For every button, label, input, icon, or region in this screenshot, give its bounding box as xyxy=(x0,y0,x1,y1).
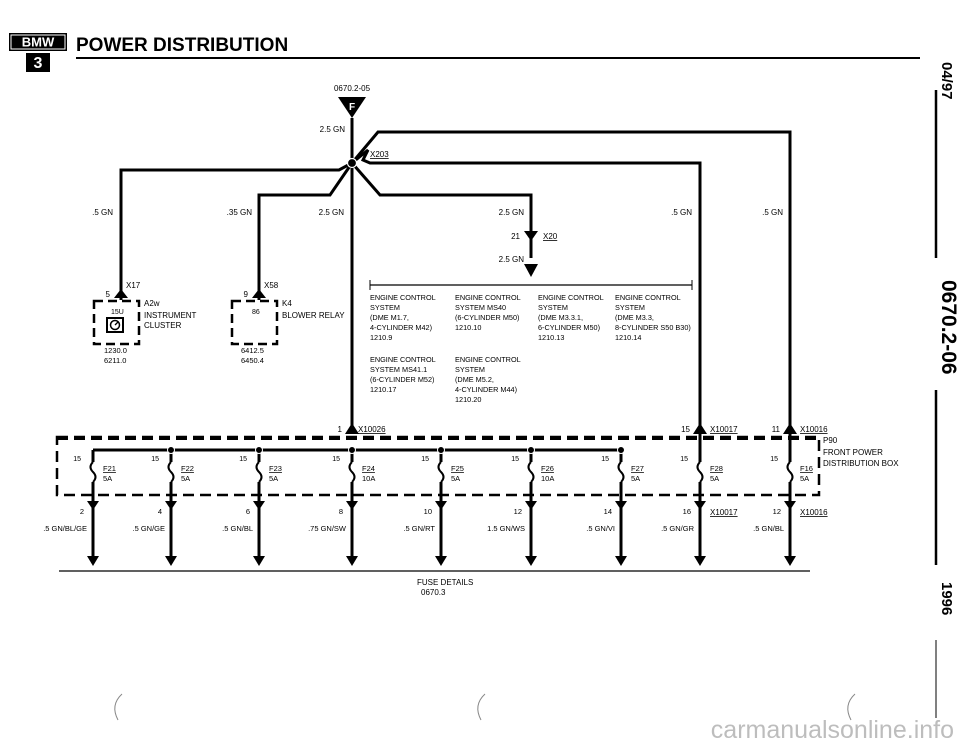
x10017-bot-label: X10017 xyxy=(710,508,738,517)
fuse-name: F22 xyxy=(181,464,194,473)
fuse-name: F27 xyxy=(631,464,644,473)
engine-block-line: 1210.10 xyxy=(455,323,482,332)
fuse-F24 xyxy=(308,447,375,567)
front-power-label: FRONT POWER xyxy=(823,448,883,457)
fuse-wire-label: .5 GN/RT xyxy=(403,524,435,533)
ref-6211: 6211.0 xyxy=(104,356,127,365)
wire-to-x17 xyxy=(121,163,352,300)
logo-top-text: BMW xyxy=(21,34,55,50)
x10026-pin-marker xyxy=(345,423,359,434)
fuse-F25 xyxy=(403,447,463,567)
ref-6412: 6412.5 xyxy=(241,346,264,355)
x203-label: X203 xyxy=(370,150,389,159)
side-page-number: 0670.2-06 xyxy=(937,280,960,375)
x58-pin-marker xyxy=(252,289,266,298)
wire-x20-top-label: 2.5 GN xyxy=(498,208,524,217)
source-ref: 0670.2-05 xyxy=(333,84,371,93)
source-letter: F xyxy=(348,102,356,113)
engine-block-line: (6-CYLINDER M52) xyxy=(370,375,435,384)
fuse-pin-in: 15 xyxy=(511,456,519,463)
engine-block-line: (DME M3.3, xyxy=(615,313,654,322)
x20-arrow xyxy=(524,264,538,277)
engine-block-line: 1210.17 xyxy=(370,385,397,394)
fuse-pin-out: 16 xyxy=(682,507,691,516)
fuse-symbol xyxy=(91,462,96,482)
fuse-F28 xyxy=(661,428,723,566)
fuse-name: F23 xyxy=(269,464,282,473)
fuse-details-label: FUSE DETAILS xyxy=(417,578,474,587)
x10026-pin: 1 xyxy=(337,425,342,434)
fuse-wire-label: .5 GN/VI xyxy=(586,524,615,533)
dist-box-label: DISTRIBUTION BOX xyxy=(823,459,899,468)
fuse-amp: 5A xyxy=(269,474,279,483)
side-date: 04/97 xyxy=(938,62,955,100)
down-arrow xyxy=(784,556,796,566)
engine-block-line: 1210.14 xyxy=(615,333,642,342)
fuse-name: F24 xyxy=(362,464,375,473)
fuse-pin-in: 15 xyxy=(421,456,429,463)
engine-block-line: 1210.20 xyxy=(455,395,482,404)
x10016-top-pin: 11 xyxy=(771,425,780,434)
blower-label: BLOWER RELAY xyxy=(282,311,345,320)
engine-block-line: 4-CYLINDER M44) xyxy=(455,385,518,394)
k4-label: K4 xyxy=(282,299,292,308)
fuse-name: F16 xyxy=(800,464,813,473)
fuse-pin-out: 10 xyxy=(423,507,432,516)
ref-6450: 6450.4 xyxy=(241,356,264,365)
fuse-wire-label: .5 GN/BL xyxy=(753,524,784,533)
pin-marker xyxy=(346,501,358,510)
main-wire-label: 2.5 GN xyxy=(319,125,345,134)
engine-block-line: (DME M1.7, xyxy=(370,313,409,322)
fuse-symbol xyxy=(439,462,444,482)
down-arrow xyxy=(525,556,537,566)
fuse-symbol xyxy=(698,462,703,482)
fuse-pin-in: 15 xyxy=(680,456,688,463)
engine-block-line: (DME M5.2, xyxy=(455,375,494,384)
fuse-amp: 5A xyxy=(710,474,720,483)
ref-1230: 1230.0 xyxy=(104,346,127,355)
engine-control-references xyxy=(370,293,691,404)
fuse-name: F28 xyxy=(710,464,723,473)
engine-block-line: SYSTEM MS40 xyxy=(455,303,507,312)
x10017-top-label: X10017 xyxy=(710,425,738,434)
wire-mid-label: 2.5 GN xyxy=(318,208,344,217)
engine-block-line: 6-CYLINDER M50) xyxy=(538,323,601,332)
pin-marker xyxy=(694,501,706,510)
wire-r1-label: .5 GN xyxy=(671,208,692,217)
fuse-F21 xyxy=(43,450,116,566)
engine-block-line: (DME M3.3.1, xyxy=(538,313,584,322)
fuse-symbol xyxy=(788,462,793,482)
fuse-wire-label: .75 GN/SW xyxy=(308,524,346,533)
scan-mark xyxy=(478,694,485,720)
engine-block-line: 4-CYLINDER M42) xyxy=(370,323,433,332)
fuse-name: F26 xyxy=(541,464,554,473)
fuse-symbol xyxy=(619,462,624,482)
watermark: carmanualsonline.info xyxy=(710,716,954,744)
fuse-F26 xyxy=(487,447,554,567)
fuse-pin-out: 4 xyxy=(157,507,162,516)
down-arrow xyxy=(253,556,265,566)
pin-86: 86 xyxy=(252,309,260,316)
engine-block-line: ENGINE CONTROL xyxy=(538,293,604,302)
x10016-top-label: X10016 xyxy=(800,425,828,434)
engine-block-line: ENGINE CONTROL xyxy=(455,355,521,364)
engine-block-line: 1210.9 xyxy=(370,333,393,342)
fuse-pin-in: 15 xyxy=(239,456,247,463)
x17-label: X17 xyxy=(126,281,141,290)
blower-relay-box xyxy=(232,301,277,344)
fuse-amp: 5A xyxy=(800,474,810,483)
scan-mark xyxy=(115,694,122,720)
fuse-symbol xyxy=(350,462,355,482)
fuse-pin-out: 6 xyxy=(245,507,250,516)
pin-marker xyxy=(784,501,796,510)
pin-marker xyxy=(165,501,177,510)
engine-block-line: ENGINE CONTROL xyxy=(455,293,521,302)
fuse-amp: 10A xyxy=(362,474,376,483)
fuse-pin-in: 15 xyxy=(151,456,159,463)
fuse-amp: 5A xyxy=(103,474,113,483)
wire-x20-bot-label: 2.5 GN xyxy=(498,255,524,264)
fuse-wire-label: .5 GN/BL/GE xyxy=(43,524,87,533)
fuse-F27 xyxy=(586,447,644,567)
engine-block-line: 1210.13 xyxy=(538,333,565,342)
fuse-symbol xyxy=(257,462,262,482)
x20-pin-marker xyxy=(524,231,538,241)
fuse-name: F25 xyxy=(451,464,464,473)
wire-left-label: .5 GN xyxy=(92,208,113,217)
engine-block-line: ENGINE CONTROL xyxy=(370,355,436,364)
engine-block-line: ENGINE CONTROL xyxy=(615,293,681,302)
x10026-label: X10026 xyxy=(358,425,386,434)
engine-block-line: SYSTEM xyxy=(538,303,569,312)
fuse-pin-out: 12 xyxy=(772,507,781,516)
x10017-top-pin: 15 xyxy=(681,425,690,434)
fuse-F16 xyxy=(753,428,813,566)
fuse-pin-in: 15 xyxy=(73,456,81,463)
fuse-amp: 10A xyxy=(541,474,555,483)
wire-to-x58 xyxy=(259,163,352,300)
side-year: 1996 xyxy=(938,582,955,616)
fuse-amp: 5A xyxy=(631,474,641,483)
x17-pin-marker xyxy=(114,289,128,298)
pin-marker xyxy=(615,501,627,510)
p90-label: P90 xyxy=(823,436,838,445)
fuse-pin-out: 8 xyxy=(338,507,343,516)
fuse-symbol xyxy=(169,462,174,482)
pin-marker xyxy=(87,501,99,510)
wire-r2-label: .5 GN xyxy=(762,208,783,217)
x58-label: X58 xyxy=(264,281,279,290)
x10016-bot-label: X10016 xyxy=(800,508,828,517)
engine-block-line: 8-CYLINDER S50 B30) xyxy=(615,323,691,332)
instrument-label: INSTRUMENT xyxy=(144,311,197,320)
fuse-pin-out: 12 xyxy=(513,507,522,516)
pin-marker xyxy=(525,501,537,510)
x58-pin: 9 xyxy=(243,290,248,299)
engine-block-line: SYSTEM xyxy=(455,365,486,374)
fuse-wire-label: .5 GN/BL xyxy=(222,524,253,533)
pin-15u: 15U xyxy=(111,309,124,316)
down-arrow xyxy=(165,556,177,566)
x20-label: X20 xyxy=(543,232,558,241)
x20-pin: 21 xyxy=(511,232,520,241)
engine-block-line: SYSTEM MS41.1 xyxy=(370,365,428,374)
pin-marker xyxy=(435,501,447,510)
fuse-name: F21 xyxy=(103,464,116,473)
fuse-F23 xyxy=(222,447,282,567)
instrument-cluster-icon xyxy=(107,318,123,332)
fuse-wire-label: .5 GN/GE xyxy=(132,524,165,533)
fuse-symbol xyxy=(529,462,534,482)
fuse-pin-out: 2 xyxy=(79,507,84,516)
fuse-amp: 5A xyxy=(181,474,191,483)
fuse-wire-label: .5 GN/GR xyxy=(661,524,694,533)
engine-block-line: SYSTEM xyxy=(370,303,401,312)
engine-block-line: ENGINE CONTROL xyxy=(370,293,436,302)
bmw-logo xyxy=(9,33,67,72)
down-arrow xyxy=(435,556,447,566)
down-arrow xyxy=(87,556,99,566)
page-title: POWER DISTRIBUTION xyxy=(76,35,289,56)
engine-block-line: (6-CYLINDER M50) xyxy=(455,313,520,322)
x17-pin: 5 xyxy=(105,290,110,299)
fuse-pin-in: 15 xyxy=(601,456,609,463)
cluster-label: CLUSTER xyxy=(144,321,182,330)
down-arrow xyxy=(346,556,358,566)
wire-to-x10017 xyxy=(352,150,700,428)
fuse-amp: 5A xyxy=(451,474,461,483)
engine-block-line: SYSTEM xyxy=(615,303,646,312)
fuse-pin-in: 15 xyxy=(332,456,340,463)
pin-marker xyxy=(253,501,265,510)
fuse-details-ref: 0670.3 xyxy=(421,588,446,597)
down-arrow xyxy=(694,556,706,566)
logo-bottom-text: 3 xyxy=(33,55,43,72)
fuse-pin-in: 15 xyxy=(770,456,778,463)
wire-35-label: .35 GN xyxy=(226,208,252,217)
fuse-F22 xyxy=(132,447,193,567)
a2w-label: A2w xyxy=(144,299,160,308)
fuse-pin-out: 14 xyxy=(603,507,612,516)
fuse-wire-label: 1.5 GN/WS xyxy=(487,524,525,533)
down-arrow xyxy=(615,556,627,566)
